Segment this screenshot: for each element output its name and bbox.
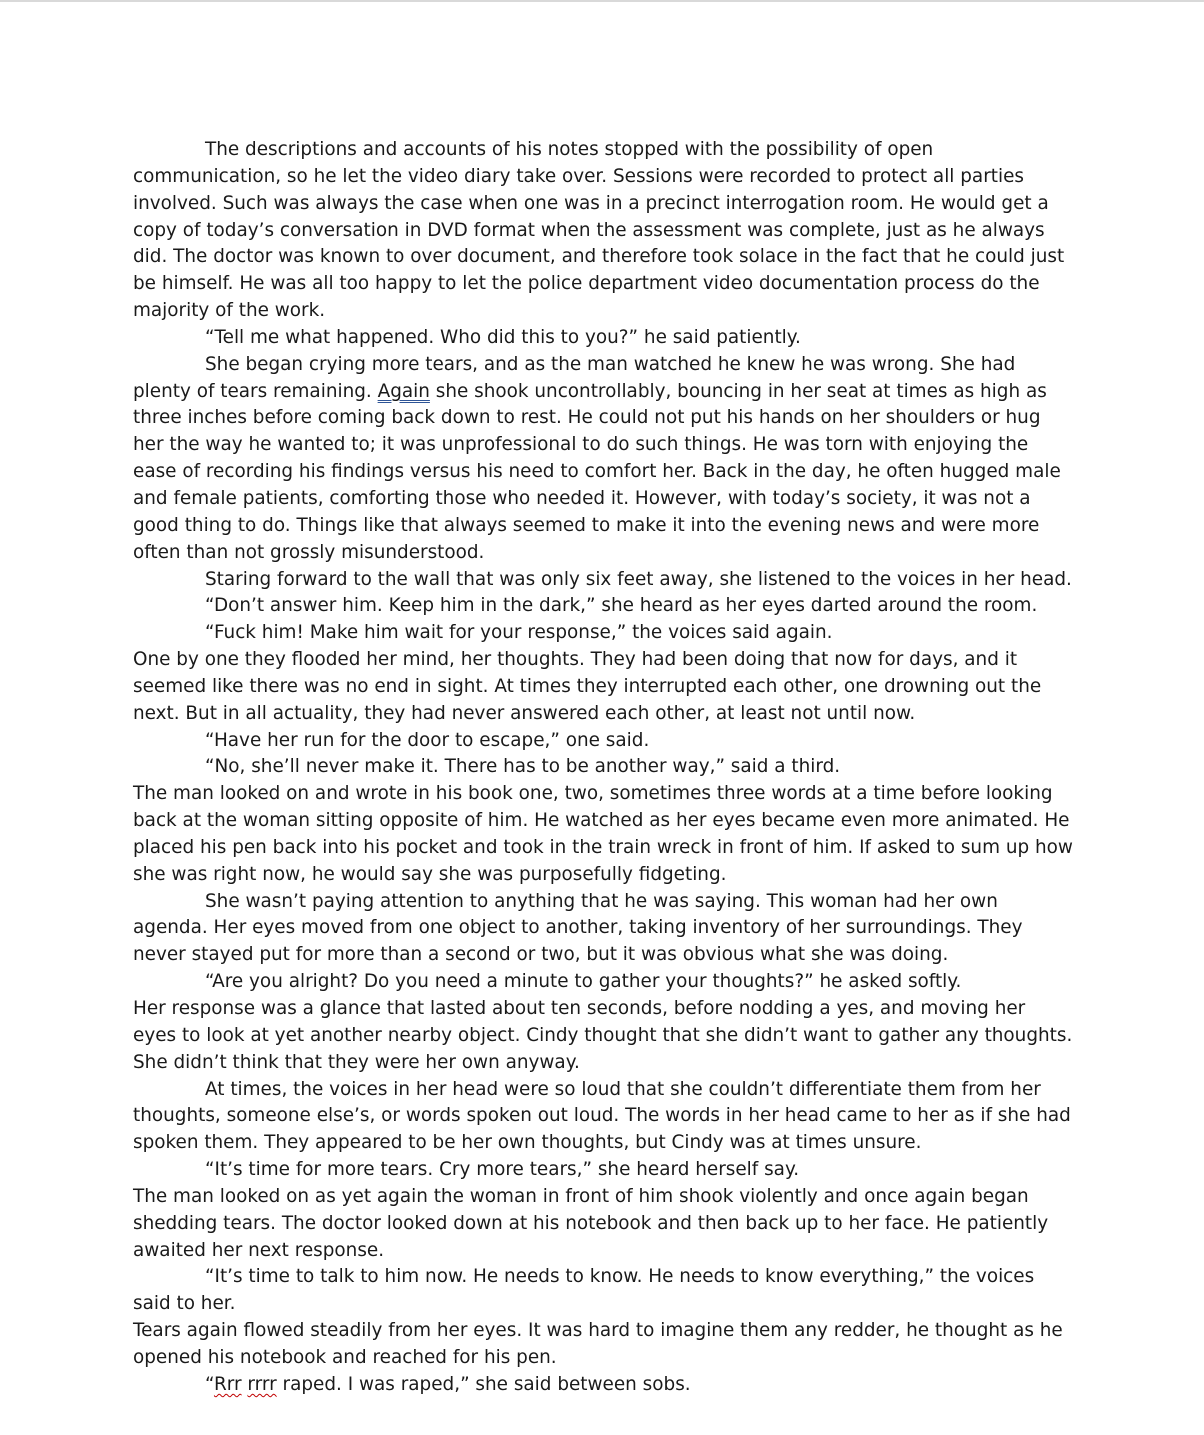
grammar-suggestion-word[interactable]: Again — [377, 380, 430, 402]
paragraph-text: She began crying more tears, and as the man watched he knew he was wrong. She had plenty of tears remaining. — [133, 353, 1016, 402]
paragraph-text: Tears again flowed steadily from her eyes. It was hard to imagine them any redder, he thought as he opened his notebook and reached for his pen. — [133, 1320, 1063, 1368]
paragraph — [133, 1318, 1073, 1372]
paragraph-text: “It’s time to talk to him now. He needs to know. He needs to know everything,” the voices said to her. — [133, 1266, 1035, 1315]
paragraph — [133, 1077, 1073, 1158]
paragraph-text: The man looked on and wrote in his book one, two, sometimes three words at a time before looking back at the woman sitting opposite of him. He watched as her eyes became even more animated. He placed his pen back into his pocket and took in the train wreck in front of him. If asked to sum up how she was right now, he would say she was purposefully fidgeting. — [133, 783, 1073, 885]
paragraph-text: “Tell me what happened. Who did this to you?” he said patiently. — [205, 326, 801, 348]
paragraph — [133, 754, 1073, 781]
paragraph-text: One by one they flooded her mind, her thoughts. They had been doing that now for days, and it seemed like there was no end in sight. At times they interrupted each other, one drowning out the next. But in all actuality, they had never answered each other, at least not until now. — [133, 649, 1042, 724]
paragraph-text: She wasn’t paying attention to anything that he was saying. This woman had her own agenda. Her eyes moved from one object to another, taking inventory of her surroundings. They never stayed put for more than a second or two, but it was obvious what she was doing. — [133, 890, 1023, 966]
paragraph — [133, 996, 1073, 1077]
paragraph — [133, 969, 1073, 996]
paragraph-text: “Are you alright? Do you need a minute to gather your thoughts?” he asked softly. — [205, 971, 962, 993]
spelling-error-word[interactable]: rrrr — [247, 1373, 277, 1395]
paragraph — [133, 1157, 1073, 1184]
paragraph-text: “It’s time for more tears. Cry more tears,” she heard herself say. — [205, 1159, 800, 1181]
paragraph — [133, 137, 1073, 325]
paragraph-text: The man looked on as yet again the woman in front of him shook violently and once again began shedding tears. The doctor looked down at his notebook and then back up to her face. He patiently awaited her next response. — [133, 1185, 1049, 1261]
document-page[interactable] — [133, 137, 1073, 1399]
paragraph-text: “ — [205, 1373, 214, 1395]
paragraph-text: she shook uncontrollably, bouncing in her seat at times as high as three inches before coming back down to rest. He could not put his hands on her shoulders or hug her the way he wanted to; it was unprofessional to do such things. He was torn with enjoying the ease of recording his findings versus his need to comfort her. Back in the day, he often hugged male and female patients, comforting those who needed it. However, with today’s society, it was not a good thing to do. Things like that always seemed to make it into the evening news and were more often than not grossly misunderstood. — [133, 380, 1061, 563]
paragraph — [133, 325, 1073, 352]
paragraph-text: “Have her run for the door to escape,” one said. — [205, 729, 650, 751]
paragraph — [133, 889, 1073, 970]
paragraph-text: At times, the voices in her head were so loud that she couldn’t differentiate them from her thoughts, someone else’s, or words spoken out loud. The words in her head came to her as if she had spoken them. They appeared to be her own thoughts, but Cindy was at times unsure. — [133, 1078, 1071, 1154]
paragraph — [133, 352, 1073, 567]
paragraph-text: “No, she’ll never make it. There has to be another way,” said a third. — [205, 756, 841, 778]
spelling-error-word[interactable]: Rrr — [213, 1373, 242, 1395]
paragraph — [133, 593, 1073, 620]
paragraph — [133, 728, 1073, 755]
paragraph-text: “Fuck him! Make him wait for your response,” the voices said again. — [205, 622, 833, 644]
paragraph-text: Staring forward to the wall that was only six feet away, she listened to the voices in her head. — [205, 568, 1072, 590]
paragraph — [133, 567, 1073, 594]
paragraph — [133, 1264, 1073, 1318]
paragraph-text: raped. I was raped,” she said between sobs. — [276, 1373, 691, 1395]
paragraph-text: Her response was a glance that lasted about ten seconds, before nodding a yes, and moving her eyes to look at yet another nearby object. Cindy thought that she didn’t want to gather any thoughts. She didn’t think that they were her own anyway. — [133, 998, 1073, 1073]
paragraph — [133, 781, 1073, 888]
page-top-edge — [0, 0, 1204, 2]
paragraph — [133, 620, 1073, 647]
paragraph-text: The descriptions and accounts of his notes stopped with the possibility of open communication, so he let the video diary take over. Sessions were recorded to protect all parties involved. Such was always the case when one was in a precinct interrogation room. He would get a copy of today’s conversation in DVD format when the assessment was complete, just as he always did. The doctor was known to over document, and therefore took solace in the fact that he could just be himself. He was all too happy to let the police department video documentation process do the majority of the work. — [133, 139, 1065, 322]
paragraph — [133, 1372, 1073, 1399]
paragraph-text: “Don’t answer him. Keep him in the dark,” she heard as her eyes darted around the room. — [205, 595, 1038, 617]
paragraph — [133, 1184, 1073, 1265]
paragraph — [133, 647, 1073, 728]
